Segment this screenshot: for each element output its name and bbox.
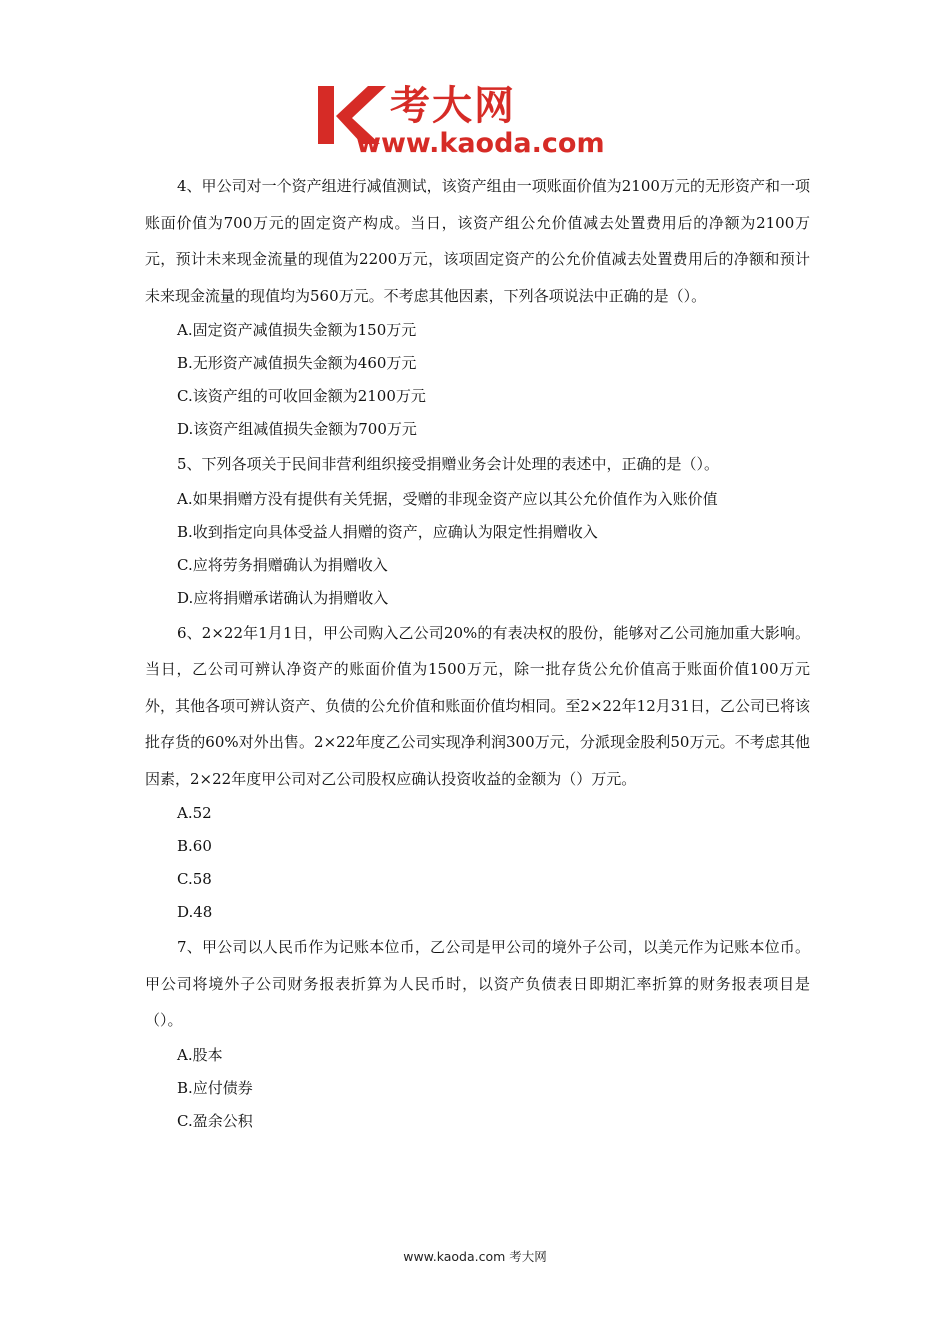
page-footer: www.kaoda.com 考大网	[403, 1249, 547, 1264]
question-option: D.该资产组减值损失金额为700万元	[177, 420, 417, 438]
question-block	[145, 929, 810, 1138]
question-option: A.固定资产减值损失金额为150万元	[177, 321, 417, 339]
question-option: B.无形资产减值损失金额为460万元	[177, 354, 417, 372]
question-option: D.48	[177, 903, 213, 921]
question-list	[145, 168, 810, 1138]
question-option: C.盈余公积	[177, 1111, 253, 1130]
question-stem: 6、2×22年1月1日，甲公司购入乙公司20%的有表决权的股份，能够对乙公司施加重大影响。当日，乙公司可辨认净资产的账面价值为1500万元，除一批存货公允价值高于账面价值100万元外，其他各项可辨认资产、负债的公允价值和账面价值均相同。至2×22年12月31日，乙公司已将该批存货的60%对外出售。2×22年度乙公司实现净利润300万元，分派现金股利50万元。不考虑其他因素，2×22年度甲公司对乙公司股权应确认投资收益的金额为（）万元。	[145, 623, 810, 788]
question-option: A.52	[177, 804, 212, 822]
question-block	[145, 446, 810, 615]
question-option: C.应将劳务捐赠确认为捐赠收入	[177, 555, 388, 574]
question-stem: 4、甲公司对一个资产组进行减值测试，该资产组由一项账面价值为2100万元的无形资产和一项账面价值为700万元的固定资产构成。当日，该资产组公允价值减去处置费用后的净额为2100万元，预计未来现金流量的现值为2200万元，该项固定资产的公允价值减去处置费用后的净额和预计未来现金流量的现值均为560万元。不考虑其他因素，下列各项说法中正确的是（）。	[145, 177, 810, 305]
question-stem: 5、下列各项关于民间非营利组织接受捐赠业务会计处理的表述中，正确的是（）。	[177, 455, 720, 473]
question-option: B.60	[177, 837, 212, 855]
kaoda-logo	[316, 80, 646, 160]
question-stem: 7、甲公司以人民币作为记账本位币，乙公司是甲公司的境外子公司，以美元作为记账本位币。甲公司将境外子公司财务报表折算为人民币时，以资产负债表日即期汇率折算的财务报表项目是（）。	[145, 938, 810, 1029]
question-option: A.股本	[177, 1045, 223, 1064]
logo-brand-text: 考大网	[390, 83, 516, 129]
question-option: C.58	[177, 870, 212, 888]
question-block	[145, 615, 810, 930]
question-option: B.收到指定向具体受益人捐赠的资产，应确认为限定性捐赠收入	[177, 522, 598, 541]
question-option: A.如果捐赠方没有提供有关凭据，受赠的非现金资产应以其公允价值作为入账价值	[177, 489, 718, 508]
question-block	[145, 168, 810, 446]
question-option: B.应付债券	[177, 1078, 253, 1097]
question-option: D.应将捐赠承诺确认为捐赠收入	[177, 588, 389, 607]
question-option: C.该资产组的可收回金额为2100万元	[177, 387, 426, 405]
logo-url-text: www.kaoda.com	[356, 128, 605, 159]
